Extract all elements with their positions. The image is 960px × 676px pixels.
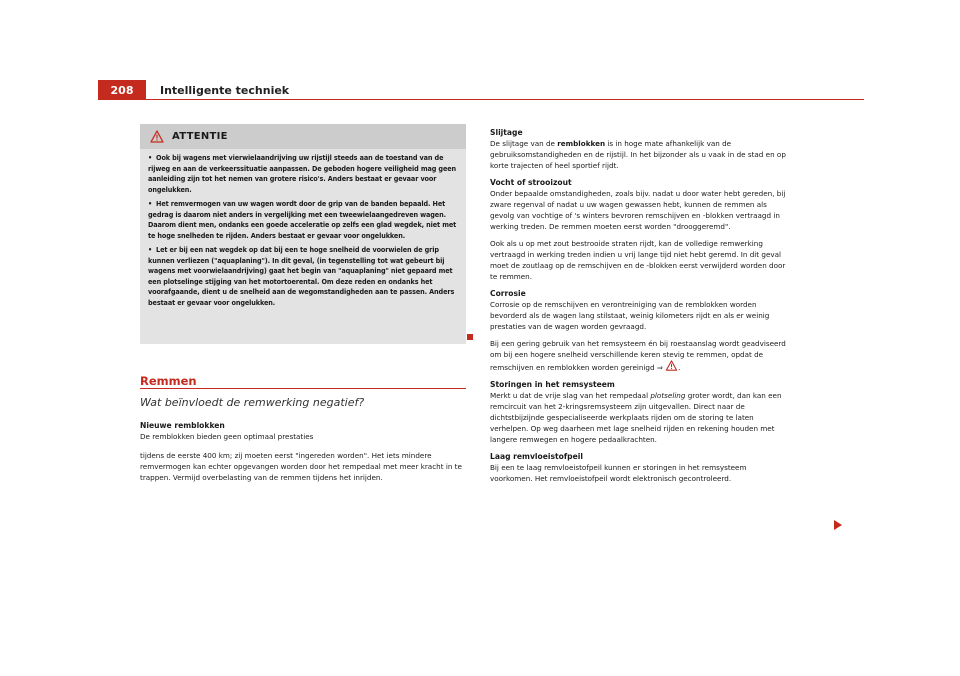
heading-storingen: Storingen in het remsysteem bbox=[490, 380, 615, 389]
bullet: • bbox=[148, 245, 153, 254]
warning-text: Ook bij wagens met vierwielaandrijving uw rijstijl steeds aan de toestand van de rijweg en aan de verkeerssituatie aanpassen. De geboden hogere veiligheid mag geen aanleiding zijn tot het nemen van grotere risico's. Anders bestaat er gevaar voor ongelukken. bbox=[148, 153, 457, 194]
heading-vocht: Vocht of strooizout bbox=[490, 178, 572, 187]
warning-paragraph bbox=[148, 199, 458, 241]
paragraph: De remblokken bieden geen optimaal prestaties bbox=[140, 432, 314, 441]
paragraph bbox=[490, 390, 790, 445]
warning-paragraph bbox=[148, 245, 458, 308]
header-rule bbox=[146, 99, 864, 100]
warning-text: Let er bij een nat wegdek op dat bij een te hoge snelheid de voorwielen de grip kunnen verliezen ("aquaplaning"). In dit geval, (in tegenstelling tot wat gebeurt bij wagens met voorwielaandrijving) gaat het begin van "aquaplaning" niet gepaard met een plotselinge stijging van het motortoerental. Om deze reden en ondanks het voorafgaande, dient u de snelheid aan de wegomstandigheden aan te passen. Anders bestaat er gevaar voor ongelukken. bbox=[148, 245, 455, 307]
warning-triangle-icon bbox=[150, 130, 164, 143]
heading-slijtage: Slijtage bbox=[490, 128, 523, 137]
section-title: Remmen bbox=[140, 374, 197, 388]
chapter-title: Intelligente techniek bbox=[160, 84, 290, 97]
paragraph: Ook als u op met zout bestrooide straten rijdt, kan de volledige remwerking vertraagd in werking treden indien u vrij lange tijd niet hebt geremd. In dit geval moet de zoutlaag op de remschijven en de -blokken eerst verwijderd worden door te remmen. bbox=[490, 239, 786, 281]
bullet: • bbox=[148, 199, 153, 208]
warning-triangle-icon bbox=[665, 360, 681, 372]
end-of-section-mark bbox=[467, 334, 473, 340]
continue-arrow-icon bbox=[834, 520, 842, 530]
bold-term: remblokken bbox=[557, 139, 606, 148]
text: Bij een gering gebruik van het remsysteem én bij roestaanslag wordt geadviseerd om bij een hogere snelheid verschillende keren stevig te remmen, opdat de remschijven en remblokken worden gereinigd ⇒ bbox=[490, 339, 786, 372]
text: . bbox=[678, 363, 681, 372]
paragraph: Onder bepaalde omstandigheden, zoals bijv. nadat u door water hebt gereden, bij zware regenval of nadat u uw wagen gewassen hebt, kunnen de remmen als gevolg van vochtige of 's winters bevroren remschijven en -blokken vertraagd in werking treden. De remmen moeten eerst worden "drooggeremd". bbox=[490, 189, 786, 231]
heading-nieuwe-remblokken: Nieuwe remblokken bbox=[140, 421, 225, 430]
italic-term: plotseling bbox=[650, 391, 686, 400]
warning-body bbox=[140, 149, 466, 308]
text: Merkt u dat de vrije slag van het rempedaal bbox=[490, 391, 651, 400]
paragraph: tijdens de eerste 400 km; zij moeten eerst "ingereden worden". Het iets mindere remvermogen kan echter opgevangen worden door het rempedaal met meer kracht in te trappen. Vermijd overbelasting van de remmen tijdens het inrijden. bbox=[140, 451, 462, 482]
paragraph bbox=[490, 138, 790, 171]
warning-paragraph bbox=[148, 153, 458, 195]
paragraph: Corrosie op de remschijven en verontreiniging van de remblokken worden bevorderd als de wagen lang stilstaat, weinig kilometers rijdt en als er weinig prestaties van de wagen worden gevraagd. bbox=[490, 300, 770, 331]
bullet: • bbox=[148, 153, 153, 162]
heading-corrosie: Corrosie bbox=[490, 289, 526, 298]
warning-box bbox=[140, 124, 466, 344]
page-number: 208 bbox=[98, 80, 146, 100]
left-column bbox=[140, 420, 466, 491]
paragraph: Bij een te laag remvloeistofpeil kunnen er storingen in het remsysteem voorkomen. Het remvloeistofpeil wordt elektronisch gecontroleerd. bbox=[490, 463, 747, 483]
warning-title: ATTENTIE bbox=[172, 131, 228, 142]
section-rule bbox=[140, 388, 466, 389]
text: De slijtage van de bbox=[490, 139, 558, 148]
right-column bbox=[490, 127, 790, 490]
paragraph bbox=[490, 338, 790, 373]
heading-laag-remvloeistofpeil: Laag remvloeistofpeil bbox=[490, 452, 583, 461]
text: is in hoge mate afhankelijk van de gebruiksomstandigheden en de rijstijl. In het bijzonder als u vaak in de stad en op korte trajecten of heel sportief rijdt. bbox=[490, 139, 786, 170]
section-question: Wat beïnvloedt de remwerking negatief? bbox=[140, 396, 365, 409]
warning-header bbox=[140, 124, 466, 149]
text: groter wordt, dan kan een remcircuit van het 2-kringsremsysteem zijn uitgevallen. Direct naar de dichtstbijzijnde gespecialiseerde werkplaats rijden om de storing te laten verhelpen. Op weg daarheen met lage snelheid rijden en rekening houden met langere remwegen en hogere pedaalkrachten. bbox=[490, 391, 782, 444]
warning-text: Het remvermogen van uw wagen wordt door de grip van de banden bepaald. Het gedrag is daarom niet anders in vergelijking met een tweewielaangedreven wagen. Daarom dient men, ondanks een goede acceleratie op zelfs een glad wegdek, niet met te hoge snelheden te rijden. Anders bestaat er gevaar voor ongelukken. bbox=[148, 199, 457, 240]
